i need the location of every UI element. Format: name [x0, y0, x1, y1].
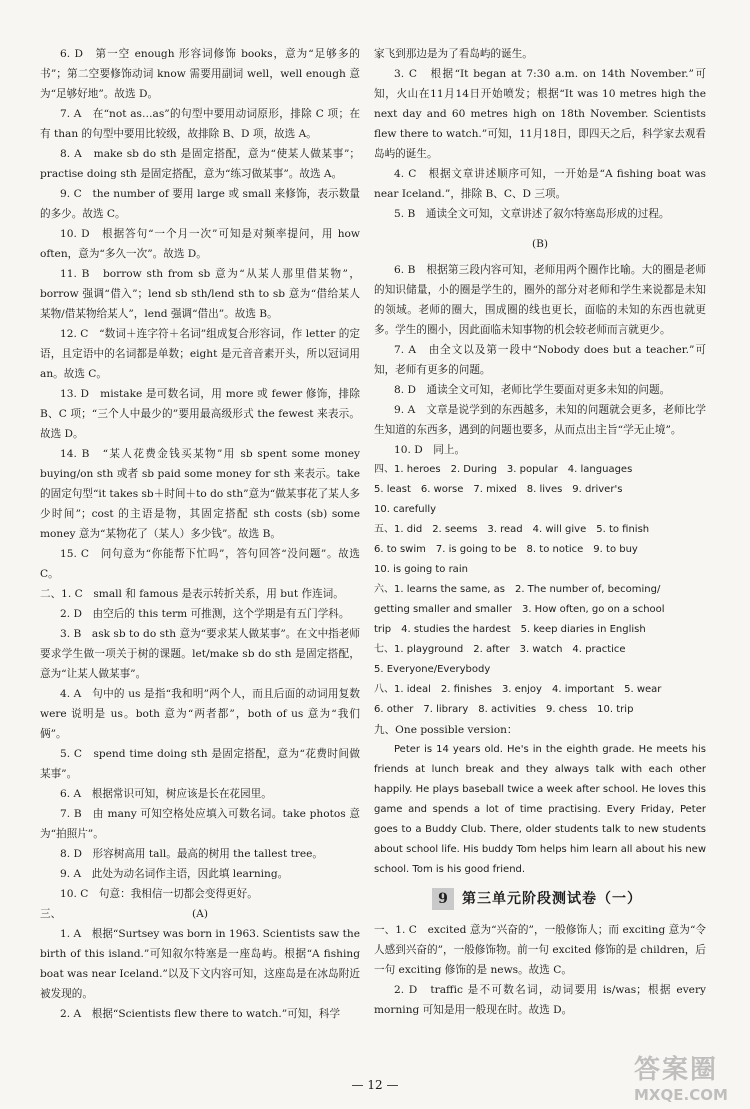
page-number: — 12 —: [351, 1078, 399, 1092]
unit-number-badge: 9: [432, 888, 454, 910]
section2-q3: 3. B ask sb to do sth 意为“要求某人做某事”。在文中指老师要求学生做一项关于树的课题。let/make sb do sth 是固定搭配，意为“让某人做某事”。: [40, 628, 360, 680]
section3b-q7: 7. A 由全文以及第一段中“Nobody does but a teacher.”可知，老师有更多的问题。: [374, 344, 706, 376]
section3-q4: 4. C 根据文章讲述顺序可知，一开始是“A fishing boat was near Iceland.”，排除 B、C、D 三项。: [374, 168, 706, 200]
right-column: [374, 44, 706, 1020]
section2-q7: 7. B 由 many 可知空格处应填入可数名词。take photos 意为“拍照片”。: [40, 808, 360, 840]
unit-section1-q2: 2. D traffic 是不可数名词，动词要用 is/was；根据 every morning 可知是用一般现在时。故选 D。: [374, 984, 706, 1016]
section2-q4: 4. A 句中的 us 是指“我和明”两个人，而且后面的动词用复数 were 说明是 us。both 意为“两者都”，both of us 意为“我们俩”。: [40, 688, 360, 740]
answer-q13: 13. D mistake 是可数名词，用 more 或 fewer 修饰，排除 B、C 项；“三个人中最少的”要用最高级形式 the fewest 来表示。故选 D。: [40, 388, 360, 440]
section2-q5: 5. C spend time doing sth 是固定搭配，意为“花费时间做某事”。: [40, 748, 360, 780]
section3-subheading: (A): [192, 908, 208, 920]
section6-line1: 六、1. learns the same, as 2. The number of, becoming/: [374, 584, 661, 595]
section9-heading: 九、One possible version：: [374, 724, 518, 736]
continued-text: 家飞到那边是为了看岛屿的诞生。: [374, 48, 533, 60]
section6-line2: getting smaller and smaller 3. How often, go on a school: [374, 604, 665, 615]
section3b-q8: 8. D 通读全文可知，老师比学生要面对更多未知的问题。: [394, 384, 671, 396]
section3-q5: 5. B 通读全文可知，文章讲述了叙尔特塞岛形成的过程。: [394, 208, 670, 220]
section5-line2: 6. to swim 7. is going to be 8. to notice 9. to buy: [374, 544, 638, 555]
section2-q1: 二、1. C small 和 famous 是表示转折关系，用 but 作连词。: [40, 588, 344, 600]
answer-q10: 10. D 根据答句“一个月一次”可知是对频率提问，用 how often，意为“多久一次”。故选 D。: [40, 228, 360, 260]
answer-q14: 14. B “某人花费金钱买某物”用 sb spent some money buying/on sth 或者 sb paid some money for sth 来表示。take 的固定句型“it takes sb＋时间＋to do sth”意为“做某事花了某人多少时间”；cost 的主语是物，其固定搭配 sth costs (sb) some money 意为“某物花了（某人）多少钱”。故选 B。: [40, 448, 360, 540]
section8-line2: 6. other 7. library 8. activities 9. chess 10. trip: [374, 704, 634, 715]
section5-line3: 10. is going to rain: [374, 564, 468, 575]
unit-section1-q1: 一、1. C excited 意为“兴奋的”，一般修饰人；而 exciting 意为“令人感到兴奋的”，一般修饰物。前一句 excited 修饰的是 children，后一句 exciting 修饰的是 news。故选 C。: [374, 924, 706, 976]
section2-q10: 10. C 句意：我相信一切都会变得更好。: [60, 888, 258, 900]
unit-title: 第三单元阶段测试卷（一）: [462, 891, 642, 907]
answer-q9: 9. C the number of 要用 large 或 small 来修饰，表示数量的多少。故选 C。: [40, 188, 360, 220]
answer-q6: 6. D 第一空 enough 形容词修饰 books，意为“足够多的书”；第二空要修饰动词 know 需要用副词 well，well enough 意为“足够好地”。故选 D。: [40, 48, 360, 100]
section2-q9: 9. A 此处为动名词作主语，因此填 learning。: [60, 868, 289, 880]
section3-q1: 1. A 根据“Surtsey was born in 1963. Scientists saw the birth of this island.”可知叙尔特塞是一座岛屿。根据“A fishing boat was near Iceland.”以及下文内容可知，这座岛是在冰岛附近被发现的。: [40, 928, 361, 1000]
answer-q12: 12. C “数词＋连字符＋名词”组成复合形容词，作 letter 的定语，且定语中的名词都是单数；eight 是元音音素开头，所以冠词用 an。故选 C。: [40, 328, 360, 380]
watermark-cn: 答案圈: [634, 1055, 719, 1085]
section4-line3: 10. carefully: [374, 504, 437, 515]
left-column: [40, 44, 360, 1024]
section3-q2: 2. A 根据“Scientists flew there to watch.”可知，科学: [60, 1008, 341, 1020]
section4-line1: 四、1. heroes 2. During 3. popular 4. languages: [374, 464, 633, 475]
section3b-q10: 10. D 同上。: [394, 444, 466, 456]
answer-q11: 11. B borrow sth from sb 意为“从某人那里借某物”，borrow 强调“借入”；lend sb sth/lend sth to sb 意为“借给某人某物/借某物给某人”，lend 强调“借出”。故选 B。: [40, 268, 360, 320]
section5-line1: 五、1. did 2. seems 3. read 4. will give 5. to finish: [374, 524, 650, 535]
section7-line2: 5. Everyone/Everybody: [374, 664, 491, 675]
section2-q8: 8. D 形容树高用 tall。最高的树用 the tallest tree。: [60, 848, 324, 860]
section3b-q6: 6. B 根据第三段内容可知，老师用两个圈作比喻。大的圈是老师的知识储量，小的圈是学生的，圈外的部分对老师和学生来说都是未知的领域。老师的圈大，围成圈的线也更长，面临的未知的东西也就更多。学生的圈小，因此面临未知事物的机会较老师而言就更少。: [374, 264, 706, 336]
section3-heading: 三、: [40, 908, 62, 920]
section2-q6: 6. A 根据常识可知，树应该是长在花园里。: [60, 788, 272, 800]
section8-line1: 八、1. ideal 2. finishes 3. enjoy 4. important 5. wear: [374, 684, 662, 695]
section4-line2: 5. least 6. worse 7. mixed 8. lives 9. driver's: [374, 484, 623, 495]
watermark-en: MXQE.COM: [634, 1086, 728, 1104]
answer-q7: 7. A 在“not as…as”的句型中要用动词原形，排除 C 项；在有 than 的句型中要用比较级，故排除 B、D 项，故选 A。: [40, 108, 360, 140]
section3-subheading-b: (B): [531, 238, 549, 250]
watermark-logo: [634, 1049, 744, 1105]
section3b-q9: 9. A 文章是说学到的东西越多，未知的问题就会更多，老师比学生知道的东西多，遇到的问题也要多，从而点出主旨“学无止境”。: [374, 404, 706, 436]
section2-q2: 2. D 由空后的 this term 可推测，这个学期是有五门学科。: [60, 608, 350, 620]
section7-line1: 七、1. playground 2. after 3. watch 4. practice: [374, 644, 626, 655]
section3-q3: 3. C 根据“It began at 7:30 a.m. on 14th November.”可知，火山在11月14日开始喷发；根据“It was 10 metres high the next day and 60 metres high on 18th November. Scientists flew there to watch.”可知，11月18日，即四天之后，科学家去观看岛屿的诞生。: [374, 68, 706, 160]
sample-essay: Peter is 14 years old. He's in the eighth grade. He meets his friends at lunch break and they always talk with each other happily. He plays baseball twice a week after school. He loves this game and spends a lot of time practising. Every Friday, Peter goes to a Buddy Club. There, older students talk to new students about school life. His buddy Tom helps him learn all about his new school. Tom is his good friend.: [374, 744, 706, 875]
unit-title-bar: [432, 888, 706, 910]
answer-q8: 8. A make sb do sth 是固定搭配，意为“使某人做某事”；practise doing sth 是固定搭配，意为“练习做某事”。故选 A。: [40, 148, 360, 180]
answer-q15: 15. C 问句意为“你能帮下忙吗”，答句回答“没问题”。故选 C。: [40, 548, 360, 580]
section6-line3: trip 4. studies the hardest 5. keep diaries in English: [374, 624, 646, 635]
